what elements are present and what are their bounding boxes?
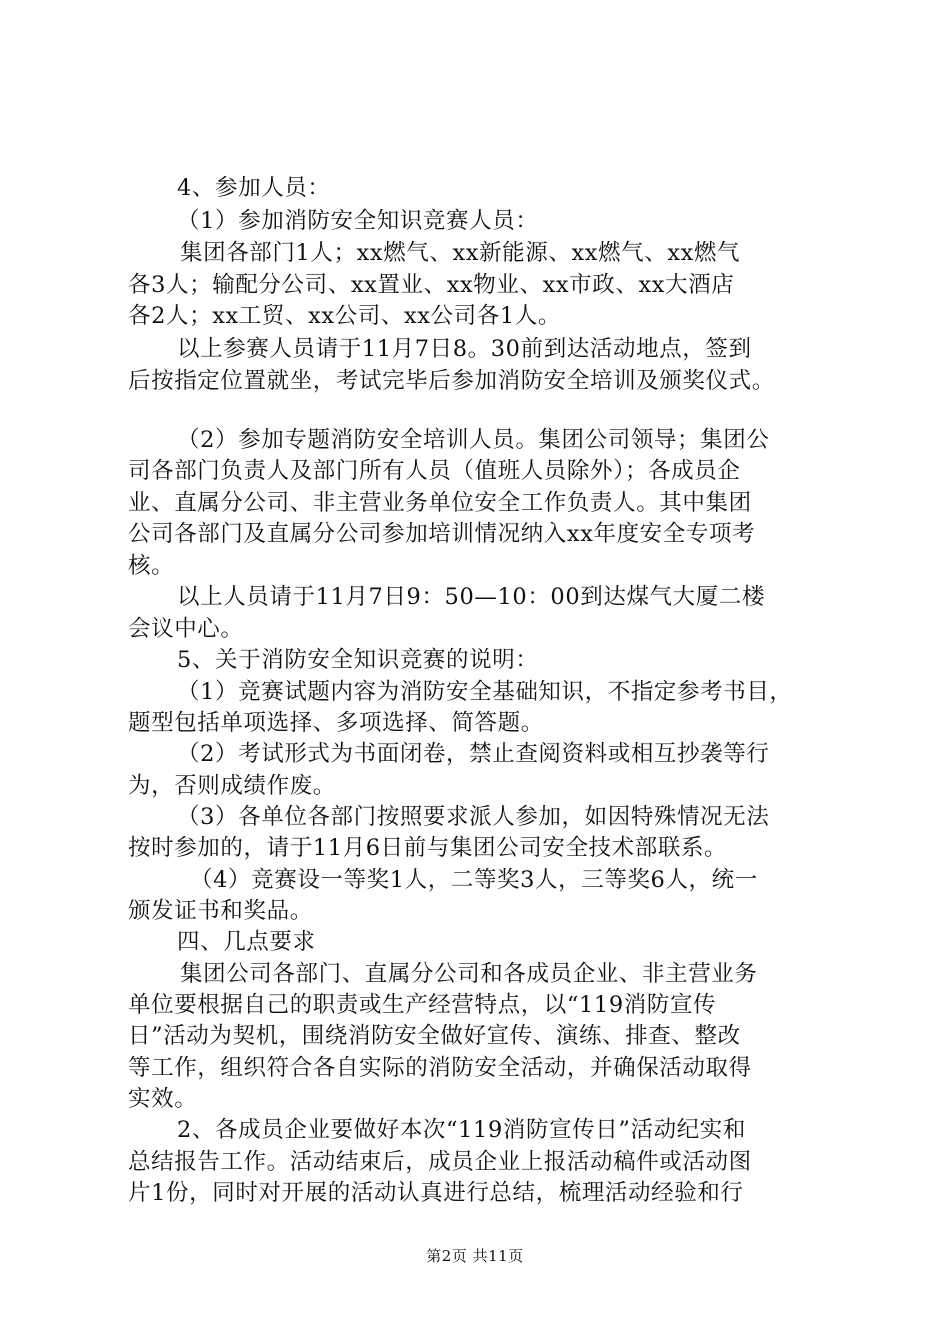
text-line: （2）参加专题消防安全培训人员。集团公司领导；集团公 <box>177 427 770 453</box>
text-line: 2、各成员企业要做好本次“119消防宣传日”活动纪实和 <box>177 1117 746 1143</box>
text-line: 司各部门负责人及部门所有人员（值班人员除外）；各成员企 <box>128 458 741 484</box>
text-line: 各2人；xx工贸、xx公司、xx公司各1人。 <box>128 303 561 329</box>
text-line: （1）竞赛试题内容为消防安全基础知识，不指定参考书目， <box>177 679 793 705</box>
text-line: 单位要根据自己的职责或生产经营特点，以“119消防宣传 <box>128 992 717 1018</box>
text-line: 核。 <box>128 553 175 579</box>
text-line: 后按指定位置就坐，考试完毕后参加消防安全培训及颁奖仪式。 <box>128 368 775 394</box>
text-line: 集团公司各部门、直属分公司和各成员企业、非主营业务 <box>180 961 758 987</box>
text-line: 题型包括单项选择、多项选择、简答题。 <box>128 710 544 736</box>
text-line: （4）竞赛设一等奖1人，二等奖3人，三等奖6人，统一 <box>190 867 758 893</box>
page-number-footer: 第2页 共11页 <box>426 1247 524 1265</box>
text-line: 片1份，同时对开展的活动认真进行总结，梳理活动经验和行 <box>128 1180 744 1206</box>
text-line: 按时参加的，请于11月6日前与集团公司安全技术部联系。 <box>128 835 728 861</box>
text-line: 以上参赛人员请于11月7日8。30前到达活动地点，签到 <box>177 336 752 362</box>
text-line: 会议中心。 <box>128 616 244 642</box>
text-line: 日”活动为契机，围绕消防安全做好宣传、演练、排查、整改 <box>128 1023 741 1049</box>
text-line: （2）考试形式为书面闭卷，禁止查阅资料或相互抄袭等行 <box>177 741 770 767</box>
text-line: 颁发证书和奖品。 <box>128 898 313 924</box>
text-line: 为，否则成绩作废。 <box>128 773 336 799</box>
text-line: （3）各单位各部门按照要求派人参加，如因特殊情况无法 <box>177 804 770 830</box>
text-line: 总结报告工作。活动结束后，成员企业上报活动稿件或活动图 <box>128 1149 752 1175</box>
text-line: 5、关于消防安全知识竞赛的说明： <box>177 647 539 673</box>
text-line: 实效。 <box>128 1086 198 1112</box>
text-line: 公司各部门及直属分公司参加培训情况纳入xx年度安全专项考 <box>128 521 756 547</box>
section-heading: 四、几点要求 <box>177 929 316 955</box>
text-line: 以上人员请于11月7日9：50—10：00到达煤气大厦二楼 <box>177 584 766 610</box>
text-line: 集团各部门1人；xx燃气、xx新能源、xx燃气、xx燃气 <box>180 240 741 266</box>
text-line: 业、直属分公司、非主营业务单位安全工作负责人。其中集团 <box>128 490 752 516</box>
text-line: 等工作，组织符合各自实际的消防安全活动，并确保活动取得 <box>128 1055 752 1081</box>
text-line: 4、参加人员： <box>177 175 331 201</box>
text-line: （1）参加消防安全知识竞赛人员： <box>177 208 539 234</box>
text-line: 各3人；输配分公司、xx置业、xx物业、xx市政、xx大酒店 <box>128 272 735 298</box>
